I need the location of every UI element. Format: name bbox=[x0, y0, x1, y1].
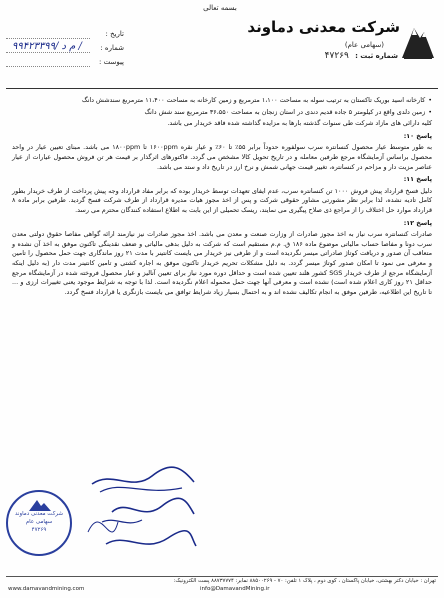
stamp-number: ۴۷۲۶۹ bbox=[31, 527, 47, 533]
footer-address: تهران : خیابان دکتر بهشتی، خیابان پاکستان ، کوی دوم ، پلاک ۱ تلفن: ۷۰ - ۸۸۵۰۰۲۶۹ نمابر: ۸۸۷۳۷۷۷۴ پست الکترونیک: bbox=[173, 578, 436, 584]
company-logo-icon bbox=[400, 18, 436, 62]
header-divider bbox=[6, 88, 438, 89]
answer-10-text: به طور متوسط عیار محصول کنسانتره سرب سولفوره حدوداً برابر ۵۵٪ تا ۶۰٪ و عیار نقره ۱۶۰۰ppm تا ۱۸۰۰ppm می باشد. مبنای تعیین عیار در واحد محصول براساس آزمایشگاه مرجع طرفین معامله و در تاریخ تحویل کالا مشخص می گردد. فاکتورهای اثرگذار بر قیمت هر تن فروش محصول عیارات از عیار عناصر مزیت دار و مزاحم در کنسانتره، تغییر قیمت جهانی شمش و نرخ ارز در تاریخ داد و ستد می باشد. bbox=[12, 143, 433, 171]
attachment-label: پیوست : bbox=[99, 58, 124, 66]
date-label: تاریخ : bbox=[105, 30, 124, 38]
answer-12-heading: پاسخ ۱۲: bbox=[403, 218, 432, 227]
attachment-row bbox=[6, 58, 126, 72]
stamp-company: شرکت معدنی دماوند bbox=[15, 511, 63, 517]
number-label: شماره : bbox=[100, 44, 124, 52]
footer-website: www.damavandmining.com bbox=[8, 586, 85, 592]
footer-email: info@DamavandMining.ir bbox=[200, 586, 270, 592]
answer-11-heading: پاسخ ۱۱: bbox=[403, 175, 432, 184]
answer-10-heading: پاسخ ۱۰: bbox=[403, 131, 432, 140]
number-line bbox=[6, 52, 90, 53]
registration-number bbox=[238, 51, 398, 61]
stamp-mountain-icon bbox=[28, 498, 52, 512]
registration-label: شماره ثبت : bbox=[355, 52, 398, 60]
stamp-type: سهامی عام bbox=[25, 519, 53, 525]
company-type: (سهامی عام) bbox=[344, 41, 384, 49]
footer-divider bbox=[6, 576, 438, 577]
asset-item-2: • زمین دلدی واقع در کیلومتر ۵ جاده قدیم دندی در استان زنجان به مساحت ۳۶،۵۵۰ مترمربع سند شش دانگ bbox=[12, 108, 432, 118]
company-name: شرکت معدنی دماوند bbox=[247, 18, 400, 36]
letter-meta bbox=[6, 30, 126, 72]
bismillah-text: بسمه تعالی bbox=[203, 4, 237, 12]
asset-item-1: • کارخانه اسید بوریک تاکستان به ترتیب سوله به مساحت ۱،۱۰۰ مترمربع و زمین کارخانه به مساحت ۱۱،۴۰۰ مترمربع سندشش دانگ bbox=[12, 96, 432, 106]
answer-12-text: صادرات کنسانتره سرب نیاز به اخذ مجوز صادرات از وزارت صنعت و معدن می باشد. اخذ مجوز صادرات نیز نیازمند ارائه گواهی مفاصا حقوق دولتی معدن سرب دونا و مفاصا حساب مالیاتی موضوع ماده ۱۸۶ ق. م.م مستقیم است که شرکت به دلیل بدهی مالیاتی و ضعف نقدینگی تاکنون موفق به اخذ آن نشده و متعاقب آن صدور و دریافت کوتاژ صادراتی میسر نگردیده است و از طرفی نیز خریدار می بایست کانتینر با مدت ۲۱ روز ماندگاری جهت حمل محصول را تامین و معرفی می نمود تا امکان صدور کوتاژ میسر گردد. به دلیل مشکلات تحریم خریدار تاکنون موفق به اجاره کشتی و تامین کانتینر مدت دار (به دلیل اینکه آزمایشگاه مرجع از طرف خریدار SGS کشور هلند تعیین شده است و حداقل دوره مورد نیاز برای تعیین آنالیز و عیار محصول فروخته شده در آزمایشگاه مرجع حداقل ۲۱ روز کاری اعلام شده است) نشده است و معرفی آنها جهت حمل محموله اعلام نگردیده است. لذا با توجه به شرایط موجود یعنی تغییرات ارزی و ... تا تاریخ این اطلاعیه، طرفین موفق به انجام تکالیف نشده اند و به احتمال بسیار زیاد شرایط توافق می بایست بازنگری یا قرارداد فسخ گردد. bbox=[12, 230, 432, 296]
handwritten-number: ۹۹۴۲۳۳۹۹/ م د / bbox=[12, 41, 82, 52]
attachment-line bbox=[6, 66, 90, 67]
handwritten-signature bbox=[82, 462, 202, 562]
date-line bbox=[6, 38, 90, 39]
asset-note: کلیه دارائی های مازاد شرکت طی سنوات گذشته بارها به مزایده گذاشته شده فاقد خریدار می باشد. bbox=[167, 119, 432, 128]
registration-value: ۴۷۲۶۹ bbox=[324, 51, 349, 61]
company-stamp bbox=[6, 490, 72, 556]
answer-11-text: دلیل فسخ قرارداد پیش فروش ۱۰۰۰ تن کنسانتره سرب، عدم ایفای تعهدات توسط خریدار بوده که برابر مفاد قرارداد وجه پیش پرداخت از طرف خریدار بطور کامل تادیه نشده، لذا برابر نظر مشورتی مشاور حقوقی شرکت و پس از اخذ مجوز هیات مدیره قرارداد از طرف شرکت فسخ گردید. طرفین برابر ماده ۸ قرارداد موارد حل اختلاف را از مراجع ذی صلاح پیگیری می نمایند، ریسک تحمیلی از این بابت به اطلاع استفاده کنندگان محترم می رسد. bbox=[12, 186, 432, 214]
letter-body bbox=[12, 96, 432, 299]
number-row bbox=[6, 41, 126, 58]
